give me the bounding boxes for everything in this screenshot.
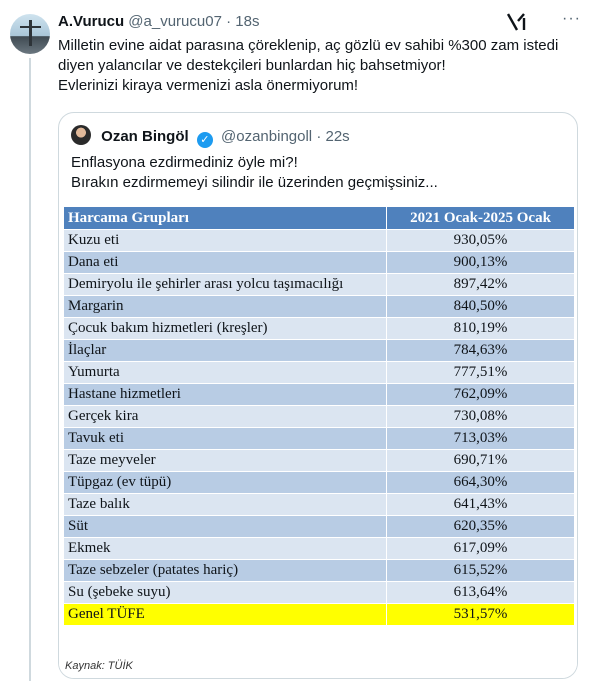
table-row — [64, 318, 575, 340]
author-avatar[interactable] — [10, 14, 50, 54]
table-cell-value: 620,35% — [387, 516, 575, 538]
table-row — [64, 428, 575, 450]
author-handle[interactable]: @a_vurucu07 — [128, 13, 222, 30]
verified-badge-icon: ✓ — [197, 132, 213, 148]
quoted-image[interactable] — [59, 206, 577, 678]
table-row — [64, 516, 575, 538]
table-row — [64, 384, 575, 406]
quoted-author-handle: @ozanbingoll — [221, 128, 313, 145]
more-icon[interactable]: ··· — [562, 10, 581, 27]
table-row — [64, 582, 575, 604]
quoted-author-avatar — [71, 125, 91, 145]
table-row — [64, 252, 575, 274]
table-body — [64, 230, 575, 626]
table-cell-value: 840,50% — [387, 296, 575, 318]
table-cell-group: Demiryolu ile şehirler arası yolcu taşımacılığı — [64, 274, 387, 296]
table-row — [64, 230, 575, 252]
table-row — [64, 494, 575, 516]
dot-separator: · — [316, 128, 322, 145]
table-header-group: Harcama Grupları — [64, 207, 387, 230]
quoted-author-name: Ozan Bingöl — [101, 128, 189, 145]
table-cell-value: 762,09% — [387, 384, 575, 406]
quoted-tweet-header — [71, 125, 350, 148]
table-cell-group: Tavuk eti — [64, 428, 387, 450]
table-row — [64, 450, 575, 472]
quoted-tweet-time: 22s — [325, 128, 350, 145]
table-cell-value: 897,42% — [387, 274, 575, 296]
table-cell-group: Taze balık — [64, 494, 387, 516]
table-row — [64, 406, 575, 428]
quoted-text-line: Enflasyona ezdirmediniz öyle mi?! — [71, 154, 298, 171]
quoted-text-line: Bırakın ezdirmemeyi silindir ile üzerinden geçmişsiniz... — [71, 174, 438, 191]
tweet-text — [58, 36, 588, 96]
tweet-text-line: Milletin evine aidat parasına çöreklenip, aç gözlü ev sahibi %300 zam istedi — [58, 37, 559, 54]
table-row — [64, 472, 575, 494]
table-cell-value: 777,51% — [387, 362, 575, 384]
table-cell-group: Tüpgaz (ev tüpü) — [64, 472, 387, 494]
table-cell-group: Su (şebeke suyu) — [64, 582, 387, 604]
dot-separator: · — [226, 13, 232, 30]
table-cell-group: Margarin — [64, 296, 387, 318]
table-cell-value: 900,13% — [387, 252, 575, 274]
grok-icon[interactable] — [506, 12, 528, 32]
table-cell-group: Hastane hizmetleri — [64, 384, 387, 406]
table-row — [64, 538, 575, 560]
table-cell-value: 930,05% — [387, 230, 575, 252]
table-source: Kaynak: TÜİK — [65, 660, 133, 672]
thread-line — [29, 58, 31, 681]
table-cell-group: Kuzu eti — [64, 230, 387, 252]
table-cell-group: Yumurta — [64, 362, 387, 384]
table-cell-group: Çocuk bakım hizmetleri (kreşler) — [64, 318, 387, 340]
table-cell-group: İlaçlar — [64, 340, 387, 362]
table-cell-value: 713,03% — [387, 428, 575, 450]
table-cell-group: Dana eti — [64, 252, 387, 274]
table-cell-group: Genel TÜFE — [64, 604, 387, 626]
table-row — [64, 296, 575, 318]
table-cell-value: 531,57% — [387, 604, 575, 626]
table-cell-value: 641,43% — [387, 494, 575, 516]
table-cell-value: 810,19% — [387, 318, 575, 340]
table-cell-group: Süt — [64, 516, 387, 538]
table-row — [64, 362, 575, 384]
author-name[interactable]: A.Vurucu — [58, 13, 125, 30]
avatar-figure — [29, 20, 32, 46]
tweet-text-line: Evlerinizi kiraya vermenizi asla önermiyorum! — [58, 77, 359, 94]
inflation-table — [63, 206, 575, 626]
table-cell-value: 613,64% — [387, 582, 575, 604]
table-row — [64, 274, 575, 296]
table-cell-value: 784,63% — [387, 340, 575, 362]
table-cell-value: 730,08% — [387, 406, 575, 428]
table-cell-value: 690,71% — [387, 450, 575, 472]
quoted-tweet-text — [71, 153, 438, 193]
tweet-time[interactable]: 18s — [235, 13, 260, 30]
table-cell-group: Ekmek — [64, 538, 387, 560]
table-row — [64, 560, 575, 582]
table-cell-value: 664,30% — [387, 472, 575, 494]
quoted-tweet[interactable] — [58, 112, 578, 679]
avatar-figure-arms — [20, 26, 41, 28]
table-cell-value: 615,52% — [387, 560, 575, 582]
table-cell-group: Taze meyveler — [64, 450, 387, 472]
table-cell-group: Gerçek kira — [64, 406, 387, 428]
table-cell-value: 617,09% — [387, 538, 575, 560]
table-row — [64, 604, 575, 626]
tweet-text-line: diyen yalancılar ve destekçileri bunlardan hiç bahsetmiyor! — [58, 57, 446, 74]
table-row — [64, 340, 575, 362]
table-header-value: 2021 Ocak-2025 Ocak — [387, 207, 575, 230]
table-cell-group: Taze sebzeler (patates hariç) — [64, 560, 387, 582]
tweet-header — [58, 12, 259, 32]
